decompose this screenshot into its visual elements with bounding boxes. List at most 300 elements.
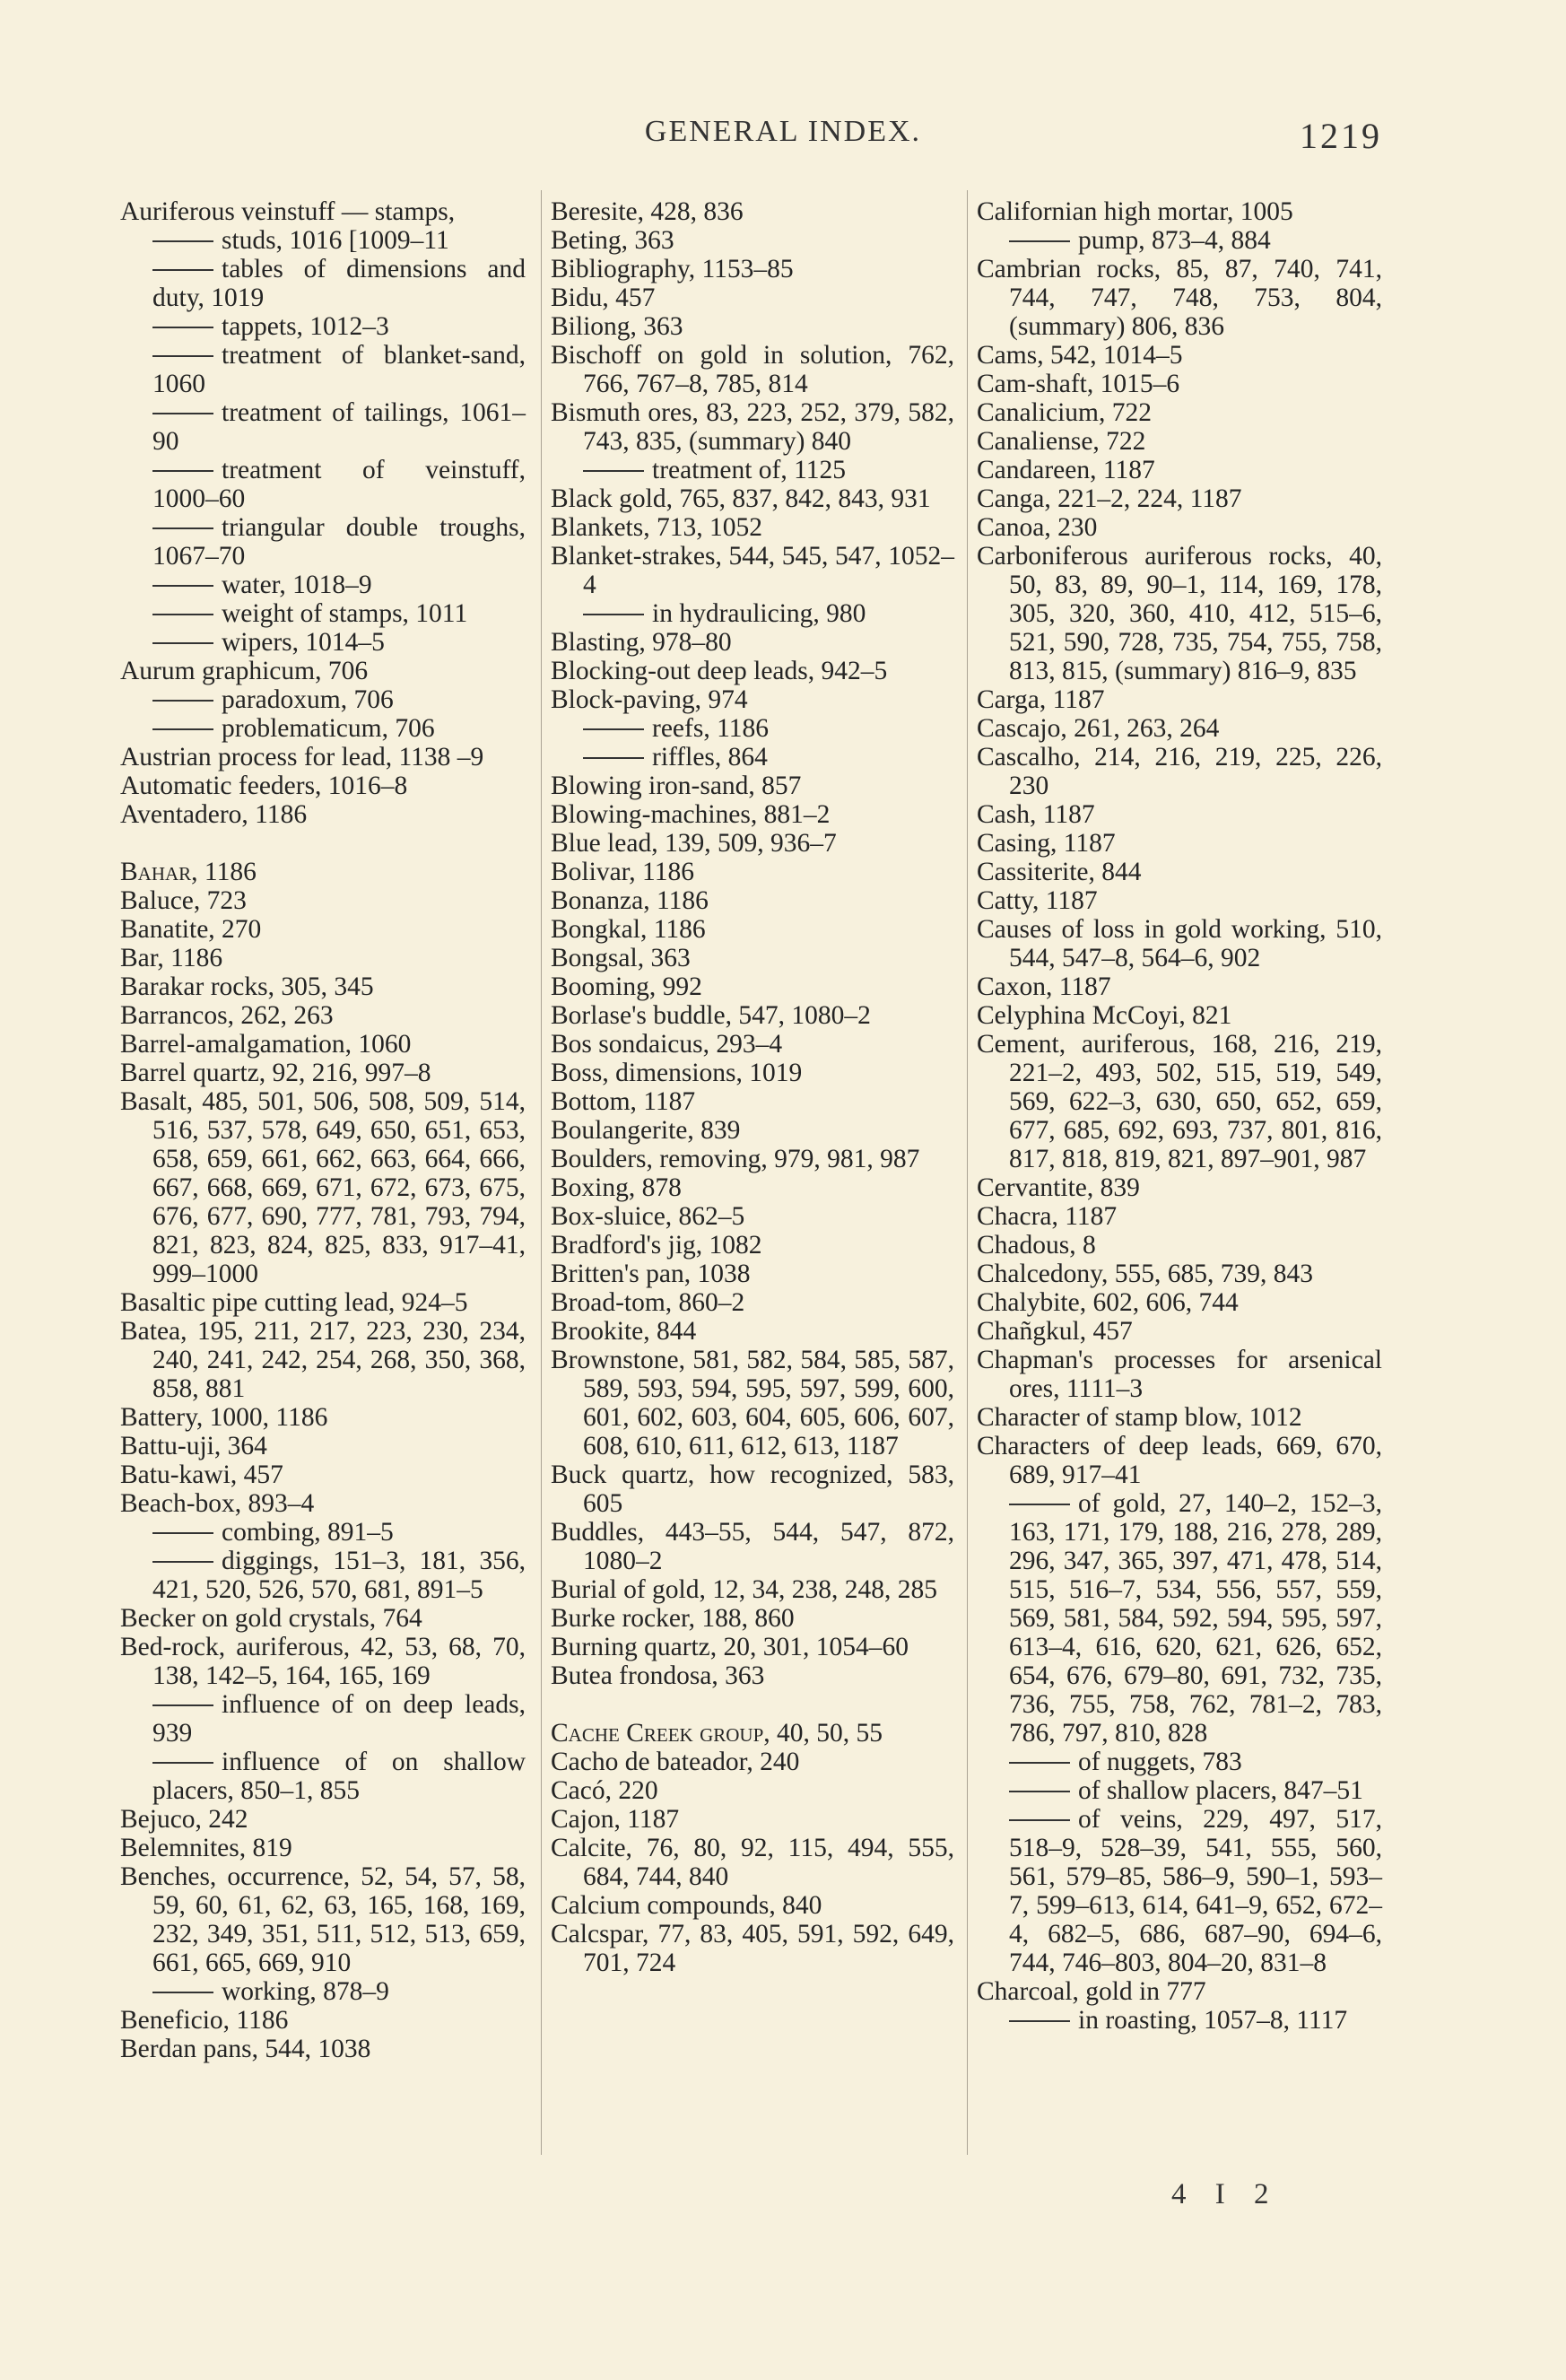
entry-text: Cash, 1187 bbox=[977, 800, 1095, 829]
entry-text: Chalcedony, 555, 685, 739, 843 bbox=[977, 1260, 1313, 1288]
index-entry bbox=[551, 341, 954, 398]
entry-text: Blocking-out deep leads, 942–5 bbox=[551, 657, 888, 685]
page-number: 1219 bbox=[1300, 116, 1382, 156]
ditto-dash bbox=[583, 470, 644, 472]
ditto-dash bbox=[583, 757, 644, 759]
index-entry bbox=[551, 1087, 954, 1116]
entry-text: Blanket-strakes, 544, 545, 547, 1052–4 bbox=[551, 542, 954, 599]
entry-text: Basalt, 485, 501, 506, 508, 509, 514, 516, 537, 578, 649, 650, 651, 653, 658, 659, 661, 662, 663, 664, 666, 667, 668, 669, 671, 672, 673, 675, 676, 677, 690, 777, 781, 793, 794, 821, 823, 824, 825, 833, 917–41, 999–1000 bbox=[120, 1087, 526, 1288]
index-entry bbox=[977, 398, 1382, 427]
index-entry bbox=[551, 1748, 954, 1776]
index-entry bbox=[977, 427, 1382, 456]
entry-text: Brownstone, 581, 582, 584, 585, 587, 589, 593, 594, 595, 597, 599, 600, 601, 602, 603, 604, 605, 606, 607, 608, 610, 611, 612, 613, 1187 bbox=[551, 1346, 954, 1460]
entry-text: Biliong, 363 bbox=[551, 312, 683, 341]
index-column-3 bbox=[977, 197, 1382, 2035]
entry-text: Chalybite, 602, 606, 744 bbox=[977, 1288, 1239, 1317]
entry-text: influence of on shallow placers, 850–1, 855 bbox=[152, 1748, 526, 1805]
index-subentry bbox=[120, 628, 526, 657]
entry-text: Belemnites, 819 bbox=[120, 1834, 292, 1862]
index-entry bbox=[551, 1059, 954, 1087]
index-entry bbox=[977, 513, 1382, 542]
index-entry bbox=[120, 197, 526, 226]
entry-text: weight of stamps, 1011 bbox=[222, 599, 468, 628]
index-column-2 bbox=[551, 197, 954, 1977]
index-entry bbox=[120, 1460, 526, 1489]
index-entry bbox=[551, 1317, 954, 1346]
index-entry bbox=[977, 1288, 1382, 1317]
entry-text: Buck quartz, how recognized, 583, 605 bbox=[551, 1460, 954, 1518]
index-entry bbox=[120, 1317, 526, 1403]
index-entry bbox=[120, 1001, 526, 1030]
index-subentry bbox=[977, 1748, 1382, 1776]
entry-text: Beting, 363 bbox=[551, 226, 674, 255]
entry-text: Cam-shaft, 1015–6 bbox=[977, 370, 1180, 398]
index-entry bbox=[551, 657, 954, 685]
entry-text: riffles, 864 bbox=[652, 743, 768, 772]
entry-text: Boxing, 878 bbox=[551, 1173, 682, 1202]
entry-text: Caxon, 1187 bbox=[977, 972, 1111, 1001]
index-subentry bbox=[977, 1489, 1382, 1748]
index-subentry bbox=[120, 599, 526, 628]
index-entry bbox=[120, 1604, 526, 1633]
index-subentry bbox=[120, 1690, 526, 1748]
index-subentry bbox=[551, 599, 954, 628]
entry-text: Canaliense, 722 bbox=[977, 427, 1146, 456]
ditto-dash bbox=[1009, 1504, 1070, 1505]
index-entry bbox=[977, 370, 1382, 398]
entry-text: Berdan pans, 544, 1038 bbox=[120, 2035, 371, 2063]
index-subentry bbox=[120, 571, 526, 599]
entry-text: Calcite, 76, 80, 92, 115, 494, 555, 684, 744, 840 bbox=[551, 1834, 954, 1891]
index-entry bbox=[551, 886, 954, 915]
index-entry bbox=[120, 1030, 526, 1059]
entry-text: Chadous, 8 bbox=[977, 1231, 1096, 1260]
entry-text: Burke rocker, 188, 860 bbox=[551, 1604, 795, 1633]
entry-text: Blowing-machines, 881–2 bbox=[551, 800, 831, 829]
entry-text: Bolivar, 1186 bbox=[551, 858, 694, 886]
entry-text: problematicum, 706 bbox=[222, 714, 435, 743]
index-subentry bbox=[551, 743, 954, 772]
index-entry bbox=[120, 972, 526, 1001]
index-entry bbox=[551, 1346, 954, 1460]
entry-text: Burial of gold, 12, 34, 238, 248, 285 bbox=[551, 1575, 938, 1604]
index-entry bbox=[551, 197, 954, 226]
index-entry bbox=[120, 1633, 526, 1690]
entry-text: Bismuth ores, 83, 223, 252, 379, 582, 743, 835, (summary) 840 bbox=[551, 398, 954, 456]
column-divider bbox=[541, 190, 542, 2155]
ditto-dash bbox=[152, 327, 213, 328]
entry-text: Beresite, 428, 836 bbox=[551, 197, 744, 226]
entry-text: Characters of deep leads, 669, 670, 689, 917–41 bbox=[977, 1432, 1382, 1489]
index-entry bbox=[977, 542, 1382, 685]
entry-text: wipers, 1014–5 bbox=[222, 628, 385, 657]
index-subentry bbox=[977, 1776, 1382, 1805]
entry-text: Britten's pan, 1038 bbox=[551, 1260, 751, 1288]
entry-text: Booming, 992 bbox=[551, 972, 702, 1001]
entry-text: diggings, 151–3, 181, 356, 421, 520, 526, 570, 681, 891–5 bbox=[152, 1547, 526, 1604]
entry-text: Batea, 195, 211, 217, 223, 230, 234, 240, 241, 242, 254, 268, 350, 368, 858, 881 bbox=[120, 1317, 526, 1403]
entry-text: Beneficio, 1186 bbox=[120, 2006, 289, 2035]
index-entry bbox=[120, 1862, 526, 1977]
ditto-dash bbox=[152, 728, 213, 730]
entry-text: Batu-kawi, 457 bbox=[120, 1460, 283, 1489]
index-subentry bbox=[977, 226, 1382, 255]
entry-text: treatment of tailings, 1061–90 bbox=[152, 398, 526, 456]
entry-text: Canalicium, 722 bbox=[977, 398, 1152, 427]
entry-text: Cassiterite, 844 bbox=[977, 858, 1142, 886]
index-entry bbox=[977, 484, 1382, 513]
entry-text: treatment of, 1125 bbox=[652, 456, 846, 484]
index-entry bbox=[551, 1604, 954, 1633]
index-entry bbox=[551, 944, 954, 972]
index-entry bbox=[977, 341, 1382, 370]
entry-text: Bischoff on gold in solution, 762, 766, 767–8, 785, 814 bbox=[551, 341, 954, 398]
entry-text: Butea frondosa, 363 bbox=[551, 1661, 765, 1690]
ditto-dash bbox=[152, 527, 213, 529]
entry-text: Box-sluice, 862–5 bbox=[551, 1202, 745, 1231]
entry-text: Carga, 1187 bbox=[977, 685, 1105, 714]
index-entry bbox=[977, 1346, 1382, 1403]
ditto-dash bbox=[583, 728, 644, 730]
index-entry bbox=[551, 1202, 954, 1231]
entry-text: Black gold, 765, 837, 842, 843, 931 bbox=[551, 484, 931, 513]
index-subentry bbox=[120, 456, 526, 513]
entry-text: Bed-rock, auriferous, 42, 53, 68, 70, 138, 142–5, 164, 165, 169 bbox=[120, 1633, 526, 1690]
index-entry bbox=[551, 1145, 954, 1173]
index-entry bbox=[977, 886, 1382, 915]
entry-text: Chañgkul, 457 bbox=[977, 1317, 1133, 1346]
entry-text: triangular double troughs, 1067–70 bbox=[152, 513, 526, 571]
entry-text: Cervantite, 839 bbox=[977, 1173, 1140, 1202]
entry-text: Automatic feeders, 1016–8 bbox=[120, 772, 408, 800]
index-entry bbox=[120, 772, 526, 800]
entry-text: Becker on gold crystals, 764 bbox=[120, 1604, 422, 1633]
index-entry bbox=[551, 398, 954, 456]
index-entry bbox=[120, 2035, 526, 2063]
index-subentry bbox=[120, 1977, 526, 2006]
entry-text: Calcspar, 77, 83, 405, 591, 592, 649, 701, 724 bbox=[551, 1920, 954, 1977]
index-entry bbox=[120, 1805, 526, 1834]
index-entry bbox=[977, 1001, 1382, 1030]
index-entry bbox=[551, 1661, 954, 1690]
index-entry bbox=[120, 1489, 526, 1518]
index-entry bbox=[977, 858, 1382, 886]
index-entry bbox=[977, 1432, 1382, 1489]
entry-text: Aventadero, 1186 bbox=[120, 800, 308, 829]
index-entry bbox=[551, 628, 954, 657]
entry-text: Bradford's jig, 1082 bbox=[551, 1231, 762, 1260]
entry-text: Battu-uji, 364 bbox=[120, 1432, 267, 1460]
index-entry bbox=[551, 1288, 954, 1317]
index-subentry bbox=[120, 685, 526, 714]
ditto-dash bbox=[583, 614, 644, 615]
index-entry bbox=[551, 1260, 954, 1288]
entry-text: Barrel quartz, 92, 216, 997–8 bbox=[120, 1059, 431, 1087]
ditto-dash bbox=[152, 1762, 213, 1764]
entry-text: Auriferous veinstuff — stamps, bbox=[120, 197, 456, 226]
index-entry bbox=[977, 685, 1382, 714]
entry-text: in hydraulicing, 980 bbox=[652, 599, 866, 628]
index-entry bbox=[551, 1116, 954, 1145]
index-entry bbox=[551, 542, 954, 599]
index-entry bbox=[551, 1518, 954, 1575]
index-subentry bbox=[977, 1805, 1382, 1977]
entry-text: Casing, 1187 bbox=[977, 829, 1116, 858]
entry-text: Broad-tom, 860–2 bbox=[551, 1288, 745, 1317]
entry-text: Cams, 542, 1014–5 bbox=[977, 341, 1183, 370]
index-entry bbox=[551, 685, 954, 714]
index-entry bbox=[120, 886, 526, 915]
entry-text: Canoa, 230 bbox=[977, 513, 1098, 542]
index-subentry bbox=[551, 456, 954, 484]
ditto-dash bbox=[152, 614, 213, 615]
entry-text: Bongkal, 1186 bbox=[551, 915, 706, 944]
ditto-dash bbox=[152, 1561, 213, 1563]
index-entry bbox=[120, 1432, 526, 1460]
entry-text: reefs, 1186 bbox=[652, 714, 769, 743]
index-entry bbox=[551, 312, 954, 341]
entry-text: Cascalho, 214, 216, 219, 225, 226, 230 bbox=[977, 743, 1382, 800]
ditto-dash bbox=[152, 269, 213, 271]
ditto-dash bbox=[152, 585, 213, 587]
index-entry bbox=[551, 1891, 954, 1920]
ditto-dash bbox=[1009, 1762, 1070, 1764]
entry-text: Bahar, 1186 bbox=[120, 858, 257, 886]
index-entry bbox=[977, 1403, 1382, 1432]
index-entry bbox=[120, 1403, 526, 1432]
entry-text: in roasting, 1057–8, 1117 bbox=[1078, 2006, 1348, 2035]
entry-text: Bottom, 1187 bbox=[551, 1087, 696, 1116]
index-entry bbox=[120, 915, 526, 944]
index-entry bbox=[977, 197, 1382, 226]
index-entry bbox=[551, 972, 954, 1001]
entry-text: paradoxum, 706 bbox=[222, 685, 394, 714]
signature-mark: 4 I 2 bbox=[1171, 2178, 1280, 2210]
section-gap bbox=[120, 829, 526, 858]
index-entry bbox=[977, 1977, 1382, 2006]
entry-text: Bongsal, 363 bbox=[551, 944, 691, 972]
ditto-dash bbox=[152, 470, 213, 472]
entry-text: of nuggets, 783 bbox=[1078, 1748, 1242, 1776]
entry-text: Chapman's processes for arsenical ores, 1111–3 bbox=[977, 1346, 1382, 1403]
index-entry bbox=[551, 1776, 954, 1805]
entry-text: working, 878–9 bbox=[222, 1977, 389, 2006]
entry-text: pump, 873–4, 884 bbox=[1078, 226, 1271, 255]
ditto-dash bbox=[152, 355, 213, 357]
index-entry bbox=[120, 2006, 526, 2035]
entry-text: Celyphina McCoyi, 821 bbox=[977, 1001, 1232, 1030]
index-entry bbox=[120, 1087, 526, 1288]
index-entry bbox=[977, 915, 1382, 972]
entry-text: Carboniferous auriferous rocks, 40, 50, 83, 89, 90–1, 114, 169, 178, 305, 320, 360, 410, 412, 515–6, 521, 590, 728, 735, 754, 755, 758, 813, 815, (summary) 816–9, 835 bbox=[977, 542, 1382, 685]
index-subentry bbox=[120, 513, 526, 571]
entry-text: Chacra, 1187 bbox=[977, 1202, 1118, 1231]
index-subentry bbox=[120, 1518, 526, 1547]
index-entry bbox=[977, 743, 1382, 800]
entry-text: Barrancos, 262, 263 bbox=[120, 1001, 334, 1030]
index-subentry bbox=[551, 714, 954, 743]
entry-text: Bejuco, 242 bbox=[120, 1805, 248, 1834]
entry-text: Canga, 221–2, 224, 1187 bbox=[977, 484, 1242, 513]
index-subentry bbox=[977, 2006, 1382, 2035]
entry-text: combing, 891–5 bbox=[222, 1518, 394, 1547]
entry-text: Blowing iron-sand, 857 bbox=[551, 772, 802, 800]
entry-text: Boulders, removing, 979, 981, 987 bbox=[551, 1145, 920, 1173]
index-entry bbox=[977, 972, 1382, 1001]
ditto-dash bbox=[1009, 240, 1070, 242]
ditto-dash bbox=[1009, 2020, 1070, 2022]
index-entry bbox=[120, 800, 526, 829]
entry-text: treatment of blanket-sand, 1060 bbox=[152, 341, 526, 398]
ditto-dash bbox=[1009, 1791, 1070, 1792]
entry-text: Cascajo, 261, 263, 264 bbox=[977, 714, 1220, 743]
index-entry bbox=[120, 858, 526, 886]
index-entry bbox=[551, 1001, 954, 1030]
index-entry bbox=[551, 226, 954, 255]
ditto-dash bbox=[152, 700, 213, 702]
index-entry bbox=[977, 1202, 1382, 1231]
index-subentry bbox=[120, 1748, 526, 1805]
index-entry bbox=[551, 255, 954, 283]
entry-text: Cacó, 220 bbox=[551, 1776, 658, 1805]
index-entry bbox=[120, 944, 526, 972]
entry-text: Cacho de bateador, 240 bbox=[551, 1748, 800, 1776]
column-divider bbox=[967, 190, 968, 2155]
index-entry bbox=[551, 1920, 954, 1977]
index-subentry bbox=[120, 312, 526, 341]
index-entry bbox=[551, 1575, 954, 1604]
entry-text: Calcium compounds, 840 bbox=[551, 1891, 822, 1920]
index-entry bbox=[977, 1260, 1382, 1288]
index-entry bbox=[551, 800, 954, 829]
index-column-1 bbox=[120, 197, 526, 2063]
index-entry bbox=[120, 1834, 526, 1862]
ditto-dash bbox=[152, 413, 213, 414]
index-entry bbox=[977, 800, 1382, 829]
entry-text: treatment of veinstuff, 1000–60 bbox=[152, 456, 526, 513]
index-subentry bbox=[120, 1547, 526, 1604]
index-subentry bbox=[120, 341, 526, 398]
index-entry bbox=[120, 1059, 526, 1087]
entry-text: of veins, 229, 497, 517, 518–9, 528–39, 541, 555, 560, 561, 579–85, 586–9, 590–1, 593–7, 599–613, 614, 641–9, 652, 672–4, 682–5, 686, 687–90, 694–6, 744, 746–803, 804–20, 831–8 bbox=[1009, 1805, 1382, 1977]
entry-text: Block-paving, 974 bbox=[551, 685, 748, 714]
entry-text: Buddles, 443–55, 544, 547, 872, 1080–2 bbox=[551, 1518, 954, 1575]
index-entry bbox=[120, 1288, 526, 1317]
index-entry bbox=[551, 772, 954, 800]
entry-text: of gold, 27, 140–2, 152–3, 163, 171, 179, 188, 216, 278, 289, 296, 347, 365, 397, 471, 478, 514, 515, 516–7, 534, 556, 557, 559, 569, 581, 584, 592, 594, 595, 597, 613–4, 616, 620, 621, 626, 652, 654, 676, 679–80, 691, 732, 735, 736, 755, 758, 762, 781–2, 783, 786, 797, 810, 828 bbox=[1009, 1489, 1382, 1748]
index-entry bbox=[551, 1805, 954, 1834]
ditto-dash bbox=[152, 1704, 213, 1706]
entry-text: Cajon, 1187 bbox=[551, 1805, 680, 1834]
index-entry bbox=[551, 858, 954, 886]
entry-text: Bonanza, 1186 bbox=[551, 886, 709, 915]
index-entry bbox=[551, 1719, 954, 1748]
index-entry bbox=[977, 1231, 1382, 1260]
entry-text: Californian high mortar, 1005 bbox=[977, 197, 1293, 226]
entry-text: Cambrian rocks, 85, 87, 740, 741, 744, 747, 748, 753, 804, (summary) 806, 836 bbox=[977, 255, 1382, 341]
ditto-dash bbox=[152, 642, 213, 644]
entry-text: Benches, occurrence, 52, 54, 57, 58, 59, 60, 61, 62, 63, 165, 168, 169, 232, 349, 351, 511, 512, 513, 659, 661, 665, 669, 910 bbox=[120, 1862, 526, 1977]
index-entry bbox=[551, 915, 954, 944]
index-subentry bbox=[120, 255, 526, 312]
entry-text: Blankets, 713, 1052 bbox=[551, 513, 762, 542]
index-entry bbox=[551, 1834, 954, 1891]
index-entry bbox=[977, 1030, 1382, 1173]
entry-text: Charcoal, gold in 777 bbox=[977, 1977, 1206, 2006]
entry-text: Baluce, 723 bbox=[120, 886, 247, 915]
index-entry bbox=[551, 513, 954, 542]
index-entry bbox=[551, 1173, 954, 1202]
index-entry bbox=[977, 1317, 1382, 1346]
entry-text: Bar, 1186 bbox=[120, 944, 223, 972]
index-subentry bbox=[120, 714, 526, 743]
index-subentry bbox=[120, 226, 526, 255]
index-entry bbox=[551, 1030, 954, 1059]
index-entry bbox=[977, 456, 1382, 484]
ditto-dash bbox=[152, 240, 213, 242]
index-entry bbox=[120, 743, 526, 772]
entry-text: Austrian process for lead, 1138 –9 bbox=[120, 743, 484, 772]
entry-text: Basaltic pipe cutting lead, 924–5 bbox=[120, 1288, 468, 1317]
index-entry bbox=[551, 1633, 954, 1661]
entry-text: Banatite, 270 bbox=[120, 915, 262, 944]
entry-text: Character of stamp blow, 1012 bbox=[977, 1403, 1302, 1432]
entry-text: Boulangerite, 839 bbox=[551, 1116, 741, 1145]
entry-text: Blue lead, 139, 509, 936–7 bbox=[551, 829, 837, 858]
entry-text: Aurum graphicum, 706 bbox=[120, 657, 369, 685]
index-entry bbox=[551, 829, 954, 858]
entry-text: Bos sondaicus, 293–4 bbox=[551, 1030, 783, 1059]
entry-text: Borlase's buddle, 547, 1080–2 bbox=[551, 1001, 871, 1030]
entry-text: Bibliography, 1153–85 bbox=[551, 255, 794, 283]
entry-text: Boss, dimensions, 1019 bbox=[551, 1059, 803, 1087]
entry-text: of shallow placers, 847–51 bbox=[1078, 1776, 1363, 1805]
index-entry bbox=[551, 484, 954, 513]
entry-text: Cement, auriferous, 168, 216, 219, 221–2, 493, 502, 515, 519, 549, 569, 622–3, 630, 650, 652, 659, 677, 685, 692, 693, 737, 801, 816, 817, 818, 819, 821, 897–901, 987 bbox=[977, 1030, 1382, 1173]
page-title: GENERAL INDEX. bbox=[644, 115, 922, 148]
entry-text: Burning quartz, 20, 301, 1054–60 bbox=[551, 1633, 909, 1661]
entry-text: influence of on deep leads, 939 bbox=[152, 1690, 526, 1748]
index-entry bbox=[977, 829, 1382, 858]
entry-text: Brookite, 844 bbox=[551, 1317, 697, 1346]
entry-text: Blasting, 978–80 bbox=[551, 628, 732, 657]
index-entry bbox=[551, 1460, 954, 1518]
entry-text: Causes of loss in gold working, 510, 544, 547–8, 564–6, 902 bbox=[977, 915, 1382, 972]
entry-text: Candareen, 1187 bbox=[977, 456, 1155, 484]
entry-text: Catty, 1187 bbox=[977, 886, 1098, 915]
entry-text: Barrel-amalgamation, 1060 bbox=[120, 1030, 412, 1059]
index-subentry bbox=[120, 398, 526, 456]
entry-text: tables of dimensions and duty, 1019 bbox=[152, 255, 526, 312]
index-entry bbox=[977, 1173, 1382, 1202]
ditto-dash bbox=[152, 1532, 213, 1534]
entry-text: studs, 1016 [1009–11 bbox=[222, 226, 449, 255]
index-entry bbox=[977, 255, 1382, 341]
index-entry bbox=[120, 657, 526, 685]
entry-text: Cache Creek group, 40, 50, 55 bbox=[551, 1719, 883, 1748]
entry-text: tappets, 1012–3 bbox=[222, 312, 389, 341]
ditto-dash bbox=[1009, 1819, 1070, 1821]
index-entry bbox=[977, 714, 1382, 743]
entry-text: Bidu, 457 bbox=[551, 283, 656, 312]
entry-text: Battery, 1000, 1186 bbox=[120, 1403, 328, 1432]
entry-text: Barakar rocks, 305, 345 bbox=[120, 972, 374, 1001]
section-gap bbox=[551, 1690, 954, 1719]
index-entry bbox=[551, 1231, 954, 1260]
index-entry bbox=[551, 283, 954, 312]
entry-text: water, 1018–9 bbox=[222, 571, 372, 599]
ditto-dash bbox=[152, 1992, 213, 1993]
